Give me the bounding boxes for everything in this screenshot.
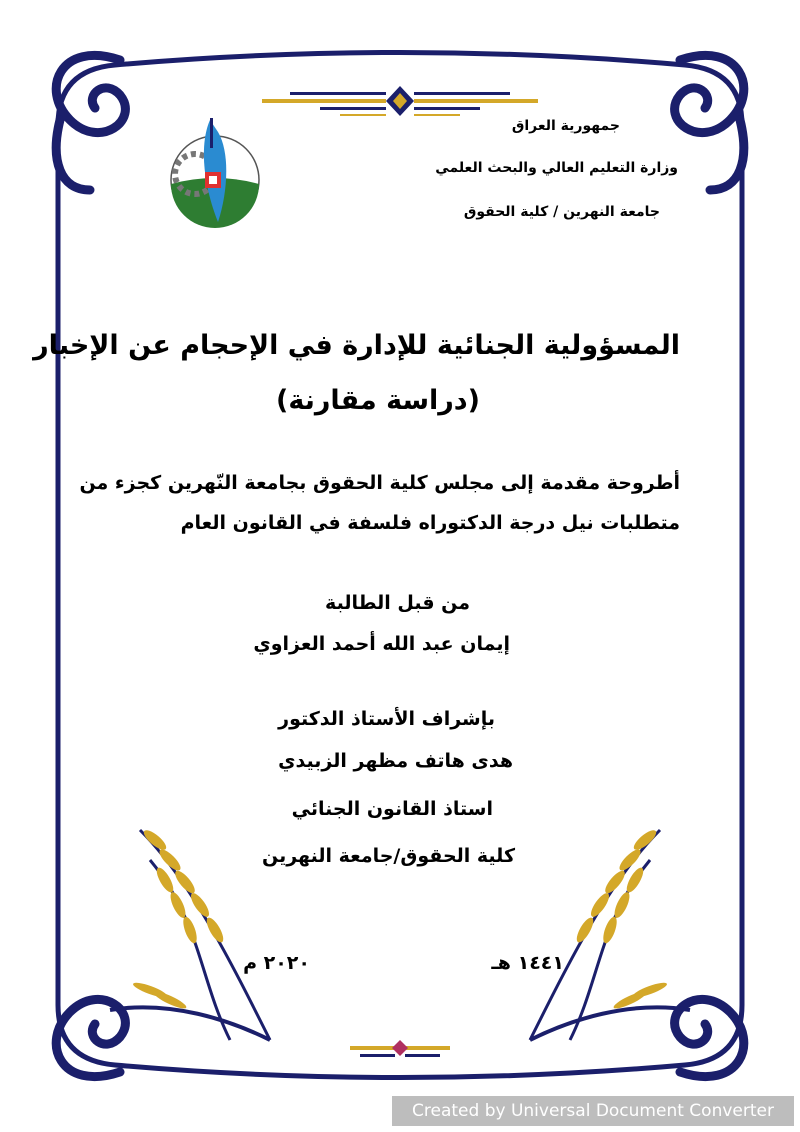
student-name: إيمان عبد الله أحمد العزاوي [253, 633, 510, 655]
supervisor-title: استاذ القانون الجنائي [291, 798, 493, 820]
thesis-title: المسؤولية الجنائية للإدارة في الإحجام عن الإخبار [33, 330, 680, 361]
supervisor-affiliation: كلية الحقوق/جامعة النهرين [261, 845, 515, 867]
supervisor-label: بإشراف الأستاذ الدكتور [278, 708, 495, 730]
hijri-date: ١٤٤١ هـ [491, 952, 564, 974]
thesis-subtitle: (دراسة مقارنة) [275, 385, 480, 416]
bottom-ornament-icon [350, 1040, 450, 1057]
top-ornament-icon [262, 86, 538, 116]
corner-scroll-top-right-icon [675, 55, 744, 190]
wheat-left-icon [110, 827, 270, 1040]
thesis-description-line2: متطلبات نيل درجة الدكتوراه فلسفة في القانون العام [180, 512, 680, 534]
wheat-right-icon [530, 827, 690, 1040]
supervisor-name: هدى هاتف مظهر الزبيدي [278, 750, 513, 772]
gregorian-date: ٢٠٢٠ م [243, 952, 310, 974]
converter-watermark: Created by Universal Document Converter [392, 1096, 794, 1126]
header-ministry: وزارة التعليم العالي والبحث العلمي [435, 160, 678, 176]
header-university: جامعة النهرين / كلية الحقوق [463, 204, 660, 220]
corner-scroll-top-left-icon [56, 55, 125, 190]
thesis-description-line1: أطروحة مقدمة إلى مجلس كلية الحقوق بجامعة النّهرين كجزء من [79, 472, 680, 494]
header-country: جمهورية العراق [511, 118, 620, 134]
university-logo [160, 112, 278, 242]
student-label: من قبل الطالبة [325, 592, 470, 614]
